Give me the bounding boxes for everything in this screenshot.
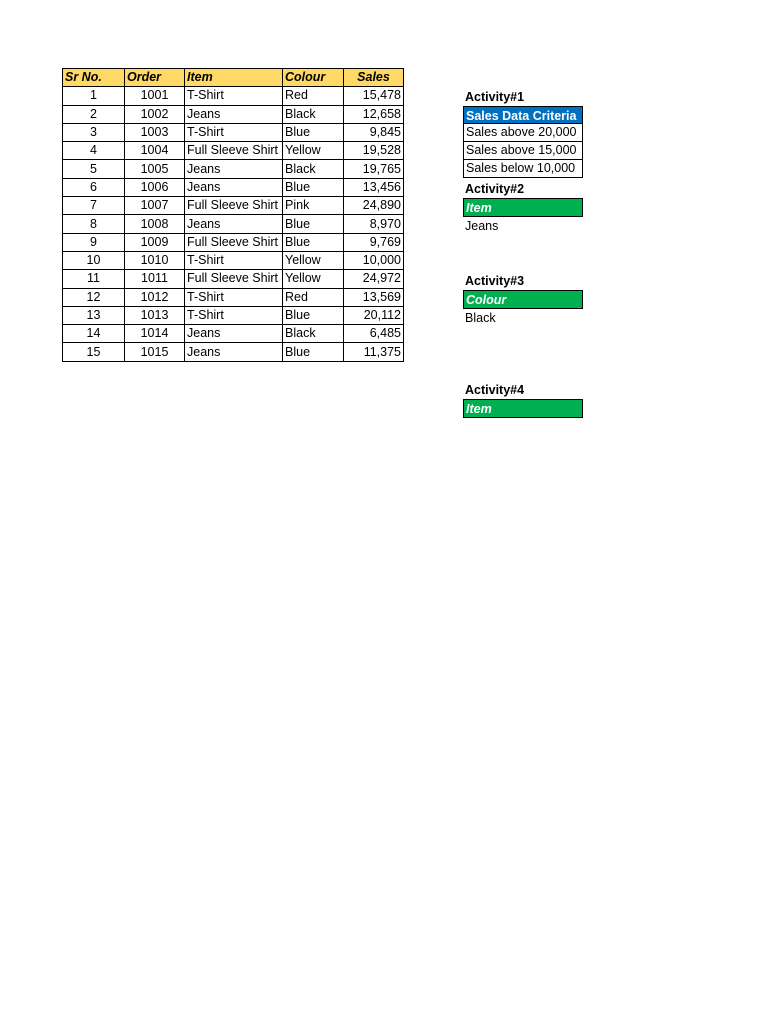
cell-order[interactable]: 1010 [125, 251, 185, 269]
criteria-row-2[interactable]: Sales above 15,000 [463, 142, 583, 160]
criteria-row-1[interactable]: Sales above 20,000 [463, 124, 583, 142]
cell-item[interactable]: Jeans [185, 215, 283, 233]
cell-sr-no[interactable]: 4 [63, 142, 125, 160]
table-row [63, 142, 404, 160]
cell-item[interactable]: T-Shirt [185, 288, 283, 306]
table-row [63, 123, 404, 141]
table-row [63, 160, 404, 178]
sales-table [62, 68, 404, 362]
cell-colour[interactable]: Blue [283, 123, 344, 141]
header-sr-no[interactable]: Sr No. [63, 69, 125, 87]
cell-item[interactable]: Jeans [185, 105, 283, 123]
cell-colour[interactable]: Black [283, 325, 344, 343]
cell-item[interactable]: Jeans [185, 160, 283, 178]
cell-colour[interactable]: Pink [283, 197, 344, 215]
cell-item[interactable]: T-Shirt [185, 123, 283, 141]
activity-3-label[interactable]: Colour [463, 290, 583, 309]
header-order[interactable]: Order [125, 69, 185, 87]
cell-item[interactable]: T-Shirt [185, 251, 283, 269]
cell-colour[interactable]: Yellow [283, 142, 344, 160]
cell-order[interactable]: 1009 [125, 233, 185, 251]
header-colour[interactable]: Colour [283, 69, 344, 87]
cell-order[interactable]: 1005 [125, 160, 185, 178]
cell-item[interactable]: Full Sleeve Shirt [185, 233, 283, 251]
cell-item[interactable]: T-Shirt [185, 87, 283, 105]
cell-sales[interactable]: 8,970 [344, 215, 404, 233]
activity-2-label[interactable]: Item [463, 198, 583, 217]
cell-sales[interactable]: 13,569 [344, 288, 404, 306]
cell-order[interactable]: 1008 [125, 215, 185, 233]
cell-colour[interactable]: Blue [283, 306, 344, 324]
table-row [63, 105, 404, 123]
cell-item[interactable]: Jeans [185, 343, 283, 361]
cell-sales[interactable]: 9,769 [344, 233, 404, 251]
table-row [63, 343, 404, 361]
cell-order[interactable]: 1014 [125, 325, 185, 343]
cell-order[interactable]: 1007 [125, 197, 185, 215]
cell-sr-no[interactable]: 10 [63, 251, 125, 269]
header-sales[interactable]: Sales [344, 69, 404, 87]
cell-sr-no[interactable]: 9 [63, 233, 125, 251]
cell-order[interactable]: 1015 [125, 343, 185, 361]
cell-order[interactable]: 1004 [125, 142, 185, 160]
table-row [63, 178, 404, 196]
activity-4-title: Activity#4 [465, 383, 525, 397]
cell-colour[interactable]: Red [283, 288, 344, 306]
cell-sales[interactable]: 20,112 [344, 306, 404, 324]
cell-colour[interactable]: Blue [283, 233, 344, 251]
activity-4-label[interactable]: Item [463, 399, 583, 418]
cell-sr-no[interactable]: 6 [63, 178, 125, 196]
cell-sr-no[interactable]: 13 [63, 306, 125, 324]
cell-sr-no[interactable]: 5 [63, 160, 125, 178]
table-row [63, 325, 404, 343]
cell-sales[interactable]: 12,658 [344, 105, 404, 123]
cell-order[interactable]: 1002 [125, 105, 185, 123]
cell-sales[interactable]: 13,456 [344, 178, 404, 196]
cell-colour[interactable]: Black [283, 160, 344, 178]
cell-colour[interactable]: Blue [283, 178, 344, 196]
cell-sales[interactable]: 24,972 [344, 270, 404, 288]
activity-2-value[interactable]: Jeans [465, 219, 499, 233]
cell-order[interactable]: 1003 [125, 123, 185, 141]
cell-item[interactable]: Full Sleeve Shirt [185, 197, 283, 215]
activity-3 [463, 272, 583, 327]
table-row [63, 288, 404, 306]
table-row [63, 270, 404, 288]
cell-colour[interactable]: Red [283, 87, 344, 105]
cell-item[interactable]: Full Sleeve Shirt [185, 142, 283, 160]
cell-sr-no[interactable]: 3 [63, 123, 125, 141]
cell-sales[interactable]: 15,478 [344, 87, 404, 105]
cell-item[interactable]: Full Sleeve Shirt [185, 270, 283, 288]
header-item[interactable]: Item [185, 69, 283, 87]
cell-colour[interactable]: Yellow [283, 251, 344, 269]
table-row [63, 233, 404, 251]
table-row [63, 87, 404, 105]
cell-sales[interactable]: 24,890 [344, 197, 404, 215]
cell-order[interactable]: 1006 [125, 178, 185, 196]
table-row [63, 197, 404, 215]
cell-sr-no[interactable]: 8 [63, 215, 125, 233]
cell-sr-no[interactable]: 15 [63, 343, 125, 361]
cell-order[interactable]: 1013 [125, 306, 185, 324]
table-row [63, 215, 404, 233]
cell-sales[interactable]: 9,845 [344, 123, 404, 141]
cell-colour[interactable]: Blue [283, 215, 344, 233]
activity-2-title: Activity#2 [465, 182, 525, 196]
table-row [63, 306, 404, 324]
sales-table-body [63, 87, 404, 361]
activity-4 [463, 381, 583, 418]
table-row [63, 251, 404, 269]
cell-item[interactable]: Jeans [185, 178, 283, 196]
cell-colour[interactable]: Yellow [283, 270, 344, 288]
cell-sales[interactable]: 19,765 [344, 160, 404, 178]
cell-order[interactable]: 1012 [125, 288, 185, 306]
cell-colour[interactable]: Black [283, 105, 344, 123]
cell-sr-no[interactable]: 11 [63, 270, 125, 288]
activity-1-title: Activity#1 [465, 90, 525, 104]
cell-sales[interactable]: 19,528 [344, 142, 404, 160]
cell-order[interactable]: 1011 [125, 270, 185, 288]
cell-sr-no[interactable]: 12 [63, 288, 125, 306]
cell-item[interactable]: Jeans [185, 325, 283, 343]
cell-sales[interactable]: 6,485 [344, 325, 404, 343]
cell-sr-no[interactable]: 14 [63, 325, 125, 343]
cell-order[interactable]: 1001 [125, 87, 185, 105]
activity-3-title: Activity#3 [465, 274, 525, 288]
cell-sr-no[interactable]: 1 [63, 87, 125, 105]
activity-3-value[interactable]: Black [465, 311, 496, 325]
criteria-header[interactable]: Sales Data Criteria [463, 106, 583, 124]
cell-sales[interactable]: 10,000 [344, 251, 404, 269]
activity-1 [463, 88, 583, 178]
activity-2 [463, 180, 583, 235]
table-header-row [63, 69, 404, 87]
cell-colour[interactable]: Blue [283, 343, 344, 361]
cell-item[interactable]: T-Shirt [185, 306, 283, 324]
cell-sr-no[interactable]: 7 [63, 197, 125, 215]
criteria-row-3[interactable]: Sales below 10,000 [463, 160, 583, 178]
cell-sr-no[interactable]: 2 [63, 105, 125, 123]
cell-sales[interactable]: 11,375 [344, 343, 404, 361]
